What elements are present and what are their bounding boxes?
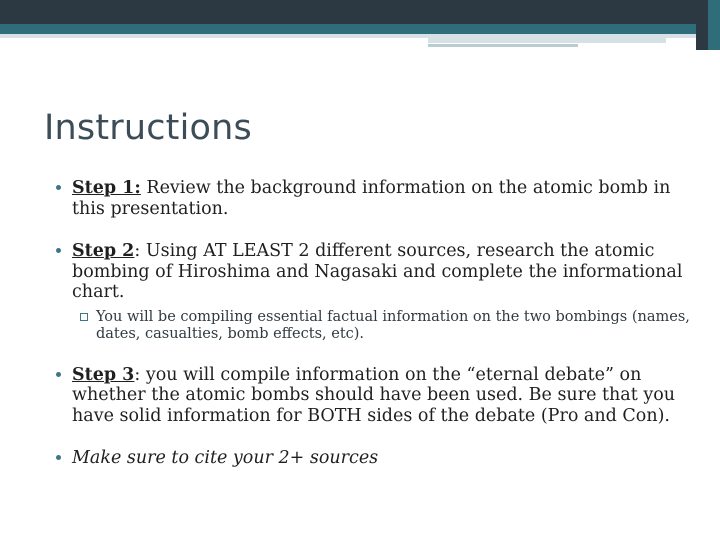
step-2-sub-text: You will be compiling essential factual information on the two bombings (names, dates, casualties, bomb effects, etc). xyxy=(96,308,690,342)
sub-bullet-step-2 xyxy=(56,309,696,343)
corner-accent-teal xyxy=(708,0,720,50)
bullet-step-1 xyxy=(56,178,696,219)
bullet-list xyxy=(56,178,696,469)
step-3-label: Step 3 xyxy=(72,364,135,385)
sub-bullet-square-icon xyxy=(80,313,88,321)
bullet-dot xyxy=(56,455,61,460)
step-2-label: Step 2 xyxy=(72,241,135,261)
step-2-text: : Using AT LEAST 2 different sources, research the atomic bombing of Hiroshima and Nagasaki and complete the informational chart. xyxy=(72,241,683,302)
bullet-step-2 xyxy=(56,241,696,303)
bullet-dot xyxy=(56,372,61,377)
step-1-text: Review the background information on the atomic bomb in this presentation. xyxy=(72,178,671,219)
bullet-step-3 xyxy=(56,365,696,427)
bullet-cite-sources xyxy=(56,448,696,469)
header-accent-segment-small xyxy=(428,44,578,47)
bullet-dot xyxy=(56,185,61,190)
corner-accent-dark xyxy=(696,0,708,50)
header-band-teal xyxy=(0,24,720,34)
step-3-text: : you will compile information on the “eternal debate” on whether the atomic bombs should have been used. Be sure that you have solid information for BOTH sides of the debate (Pro and Con). xyxy=(72,364,676,426)
slide-title: Instructions xyxy=(44,108,252,148)
step-1-label: Step 1: xyxy=(72,178,141,198)
cite-sources-text: Make sure to cite your 2+ sources xyxy=(72,448,379,468)
header-accent-segment xyxy=(428,38,666,43)
header-band-dark xyxy=(0,0,720,24)
bullet-dot xyxy=(56,248,61,253)
